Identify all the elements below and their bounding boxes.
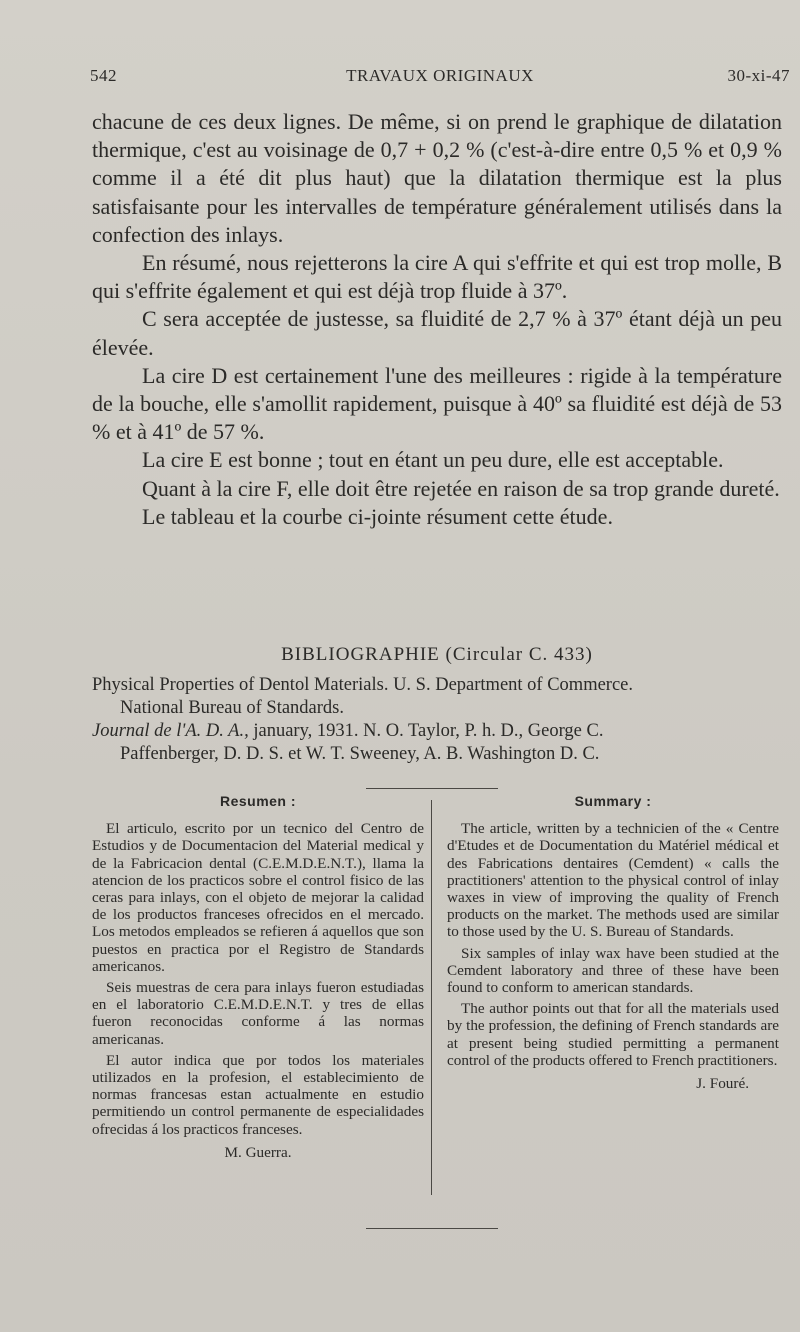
summary-signature: J. Fouré. bbox=[696, 1075, 749, 1093]
column-divider bbox=[431, 800, 432, 1195]
paragraph-wax-f: Quant à la cire F, elle doit être rejetée en raison de sa trop grande dureté. bbox=[142, 475, 780, 501]
paragraph-wax-e: La cire E est bonne ; tout en étant un peu dure, elle est acceptable. bbox=[142, 447, 724, 473]
bibliography bbox=[92, 674, 792, 766]
biblio-line-3 bbox=[92, 720, 792, 743]
resumen-paragraph: El autor indica que por todos los materiales utilizados en la profesion, el establecimiento de normas francesas estan actualmente en estudio permitiendo un control permanente de especialidades ofrecidas á los practicos franceses. bbox=[92, 1051, 424, 1138]
summary-heading: Summary : bbox=[574, 793, 652, 809]
running-header bbox=[90, 66, 790, 94]
article-body bbox=[92, 108, 782, 531]
biblio-line-4: Paffenberger, D. D. S. et W. T. Sweeney, A. B. Washington D. C. bbox=[120, 744, 600, 764]
issue-date: 30-xi-47 bbox=[727, 66, 790, 85]
resumen-paragraph: El articulo, escrito por un tecnico del Centro de Estudios y de Documentacion del Material medical y de la Fabricacion dental (C.E.M.D.E.N.T.), llama la atencion de los practicos sobre el control fisico de las ceras para inlays, con el objeto de mejorar la calidad de los productos franceses ofrecidos en el mercado. Los metodos empleados se refieren á aquellos que son puestos en practica por el Registro de Standards americanos. bbox=[92, 820, 424, 975]
paragraph-wax-c: C sera acceptée de justesse, sa fluidité de 2,7 % à 37º étant déjà un peu élevée. bbox=[92, 306, 782, 360]
resumen-paragraph: Seis muestras de cera para inlays fueron estudiadas en el laboratorio C.E.M.D.E.N.T. y tres de ellas fueron reconocidas conforme á las normas americanas. bbox=[92, 979, 424, 1048]
paragraph-continuation: chacune de ces deux lignes. De même, si on prend le graphique de dilatation thermique, c'est au voisinage de 0,7 + 0,2 % (c'est-à-dire entre 0,5 % et 0,9 % comme il a été dit plus haut) que la dilatation thermique est la plus satisfaisante pour les intervalles de température généralement utilisés dans la confection des inlays. bbox=[92, 109, 782, 247]
resumen-heading: Resumen : bbox=[219, 793, 297, 809]
summary-paragraph: The author points out that for all the materials used by the profession, the defining of French standards are at present being studied permitting a permanent control of the products offered to French practitioners. bbox=[447, 1000, 779, 1069]
paragraph-wax-d: La cire D est certainement l'une des meilleures : rigide à la température de la bouche, elle s'amollit rapidement, puisque à 40º sa fluidité est déjà de 53 % et à 41º de 57 %. bbox=[92, 362, 782, 445]
summary-paragraph: Six samples of inlay wax have been studied at the Cemdent laboratory and three of these have been found to conform to american standards. bbox=[447, 944, 779, 997]
biblio-line-3-rest: january, 1931. N. O. Taylor, P. h. D., George C. bbox=[248, 721, 604, 741]
running-title: TRAVAUX ORIGINAUX bbox=[346, 66, 534, 85]
end-rule bbox=[366, 1228, 498, 1229]
resumen-signature: M. Guerra. bbox=[224, 1143, 292, 1161]
separator-rule bbox=[366, 788, 498, 789]
page-number: 542 bbox=[90, 66, 117, 85]
paragraph-conclusion: Le tableau et la courbe ci-jointe résument cette étude. bbox=[142, 503, 613, 529]
biblio-line-2: National Bureau of Standards. bbox=[120, 698, 344, 718]
journal-name: Journal de l'A. D. A., bbox=[92, 721, 249, 741]
bibliography-heading: BIBLIOGRAPHIE (Circular C. 433) bbox=[281, 644, 593, 665]
paragraph-summary-waxes: En résumé, nous rejetterons la cire A qui s'effrite et qui est trop molle, B qui s'effrite également et qui est déjà trop fluide à 37º. bbox=[92, 250, 782, 304]
summary-column bbox=[447, 793, 779, 1096]
biblio-line-1: Physical Properties of Dentol Materials. U. S. Department of Commerce. bbox=[92, 675, 633, 695]
resumen-column bbox=[92, 793, 424, 1165]
summary-paragraph: The article, written by a technicien of the « Centre d'Etudes et de Documentation du Matériel médical et des Fabrications dentaires (Cemdent) « calls the practitioners' attention to the physical control of inlay waxes in view of improving the quality of French products on the market. The methods used are similar to those used by the U. S. Bureau of Standards. bbox=[447, 820, 779, 941]
